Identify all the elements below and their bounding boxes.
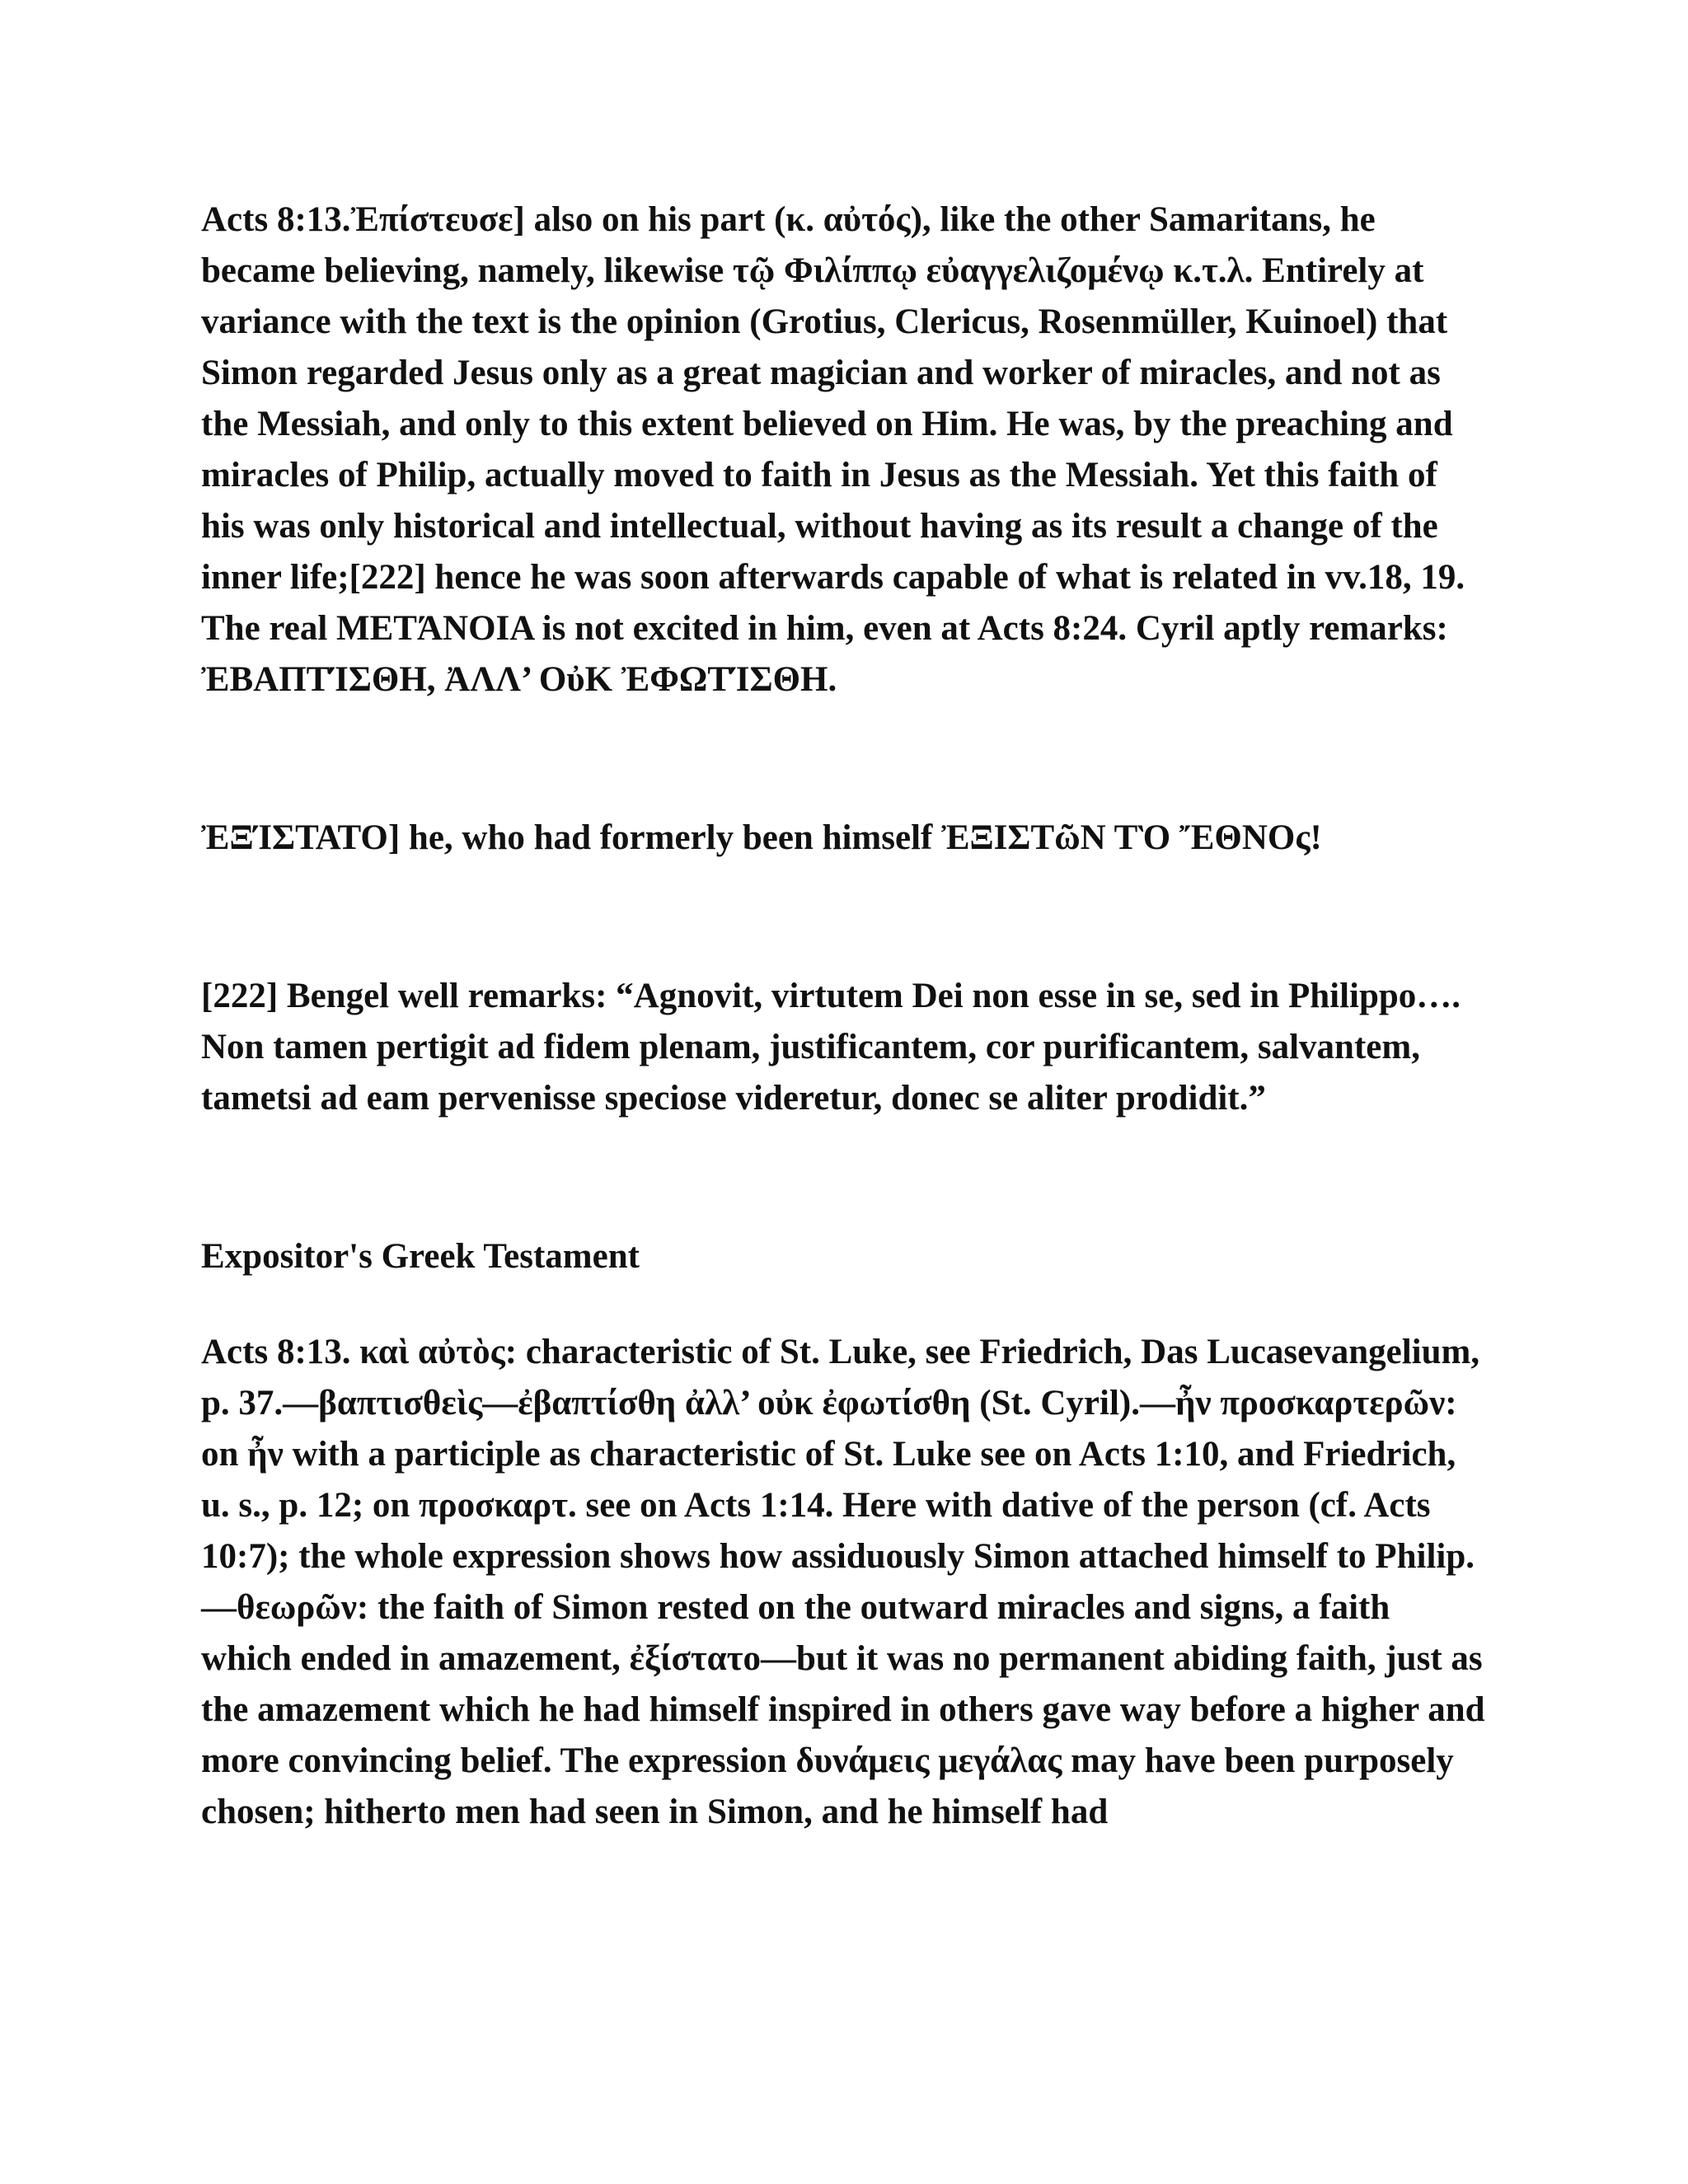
footnote-222: [222] Bengel well remarks: “Agnovit, virtutem Dei non esse in se, sed in Philippo…. Non tamen pertigit ad fidem plenam, justificantem, cor purificantem, salvantem, tametsi ad eam pervenisse speciose videretur, donec se aliter prodidit.” <box>201 977 1461 1118</box>
section-heading: Expositor's Greek Testament <box>201 1237 640 1276</box>
egt-commentary-paragraph: Acts 8:13. καὶ αὐτὸς: characteristic of St. Luke, see Friedrich, Das Lucasevangelium, p. 37.—βαπτισθεὶς—ἐβαπτίσθη ἀλλ’ οὐκ ἐφωτίσθη (St. Cyril).—ἦν προσκαρτερῶν: on ἦν with a participle as characteristic of St. Luke see on Acts 1:10, and Friedrich, u. s., p. 12; on προσκαρτ. see on Acts 1:14. Here with dative of the person (cf. Acts 10:7); the whole expression shows how assiduously Simon attached himself to Philip.—θεωρῶν: the faith of Simon rested on the outward miracles and signs, a faith which ended in amazement, ἐξίστατο—but it was no permanent abiding faith, just as the amazement which he had himself inspired in others gave way before a higher and more convincing belief. The expression δυνάμεις μεγάλας may have been purposely chosen; hitherto men had seen in Simon, and he himself had <box>201 1333 1485 1831</box>
meyer-commentary-paragraph: Acts 8:13.Ἐπίστευσε] also on his part (κ. αὐτός), like the other Samaritans, he became believing, namely, likewise τῷ Φιλίππῳ εὐαγγελιζομένῳ κ.τ.λ. Entirely at variance with the text is the opinion (Grotius, Clericus, Rosenmüller, Kuinoel) that Simon regarded Jesus only as a great magician and worker of miracles, and not as the Messiah, and only to this extent believed on Him. He was, by the preaching and miracles of Philip, actually moved to faith in Jesus as the Messiah. Yet this faith of his was only historical and intellectual, without having as its result a change of the inner life;[222] hence he was soon afterwards capable of what is related in vv.18, 19. The real METΆNOIA is not excited in him, even at Acts 8:24. Cyril aptly remarks: ἘΒΑΠΤΊΣΘΗ, ἈΛΛ’ ΟὐΚ ἘΦΩΤΊΣΘΗ. <box>201 200 1465 699</box>
eksistato-paragraph: ἘΞΊΣΤΑΤΟ] he, who had formerly been himself ἘΞΙΣΤῶΝ ΤῸ ἜΘΝΟς! <box>201 818 1322 857</box>
document-page <box>201 194 1487 1838</box>
